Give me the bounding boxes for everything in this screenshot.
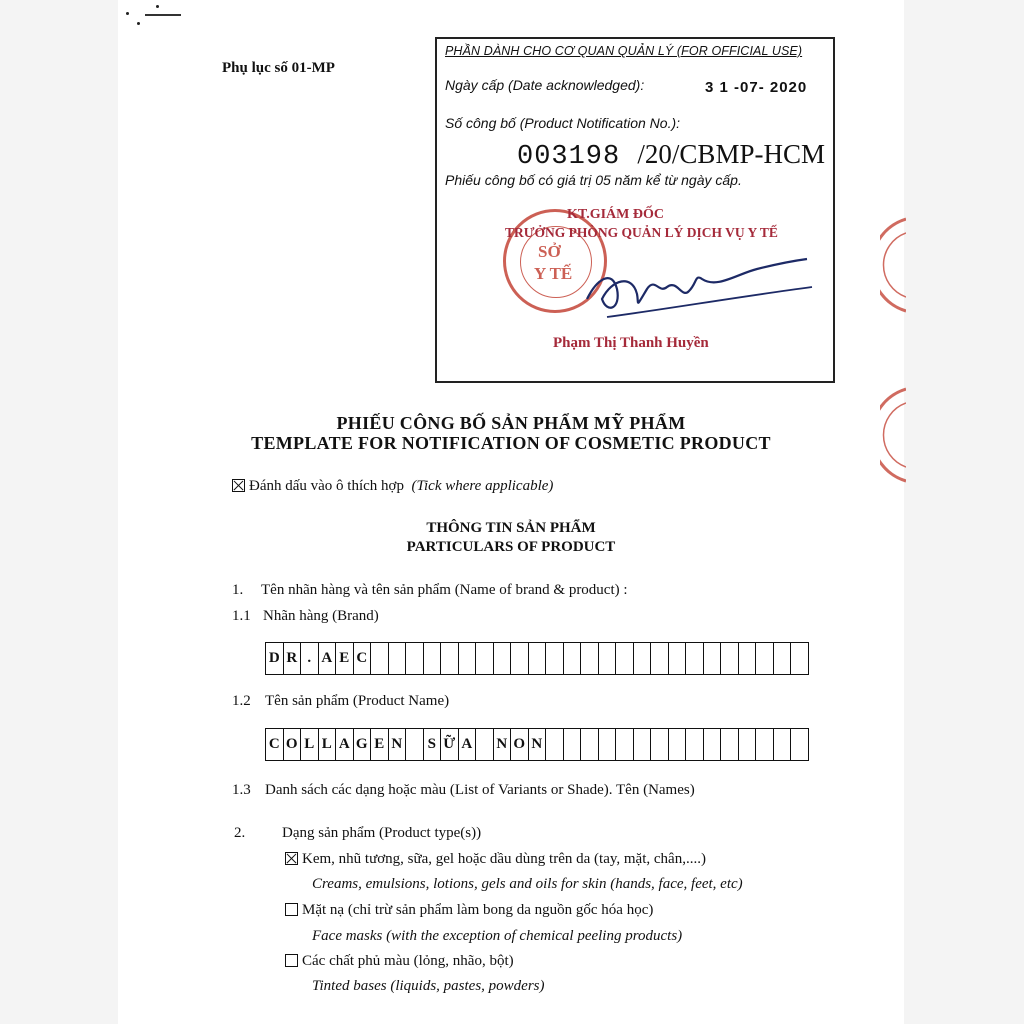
letter-cell[interactable] (564, 728, 582, 761)
letter-cell[interactable]: L (319, 728, 337, 761)
product-type-option-2[interactable] (285, 902, 653, 919)
letter-cell[interactable] (651, 728, 669, 761)
validity-note: Phiếu công bố có giá trị 05 năm kể từ ngày cấp. (445, 172, 742, 188)
brand-letter-grid[interactable] (265, 642, 809, 675)
letter-cell[interactable] (721, 642, 739, 675)
letter-cell[interactable]: O (511, 728, 529, 761)
item-2-number: 2. (234, 825, 246, 841)
letter-cell[interactable] (616, 642, 634, 675)
date-acknowledged-label: Ngày cấp (Date acknowledged): (445, 77, 645, 93)
section-title-vi: THÔNG TIN SẢN PHẨM (426, 520, 596, 536)
letter-cell[interactable]: N (494, 728, 512, 761)
product-type-3-en: Tinted bases (liquids, pastes, powders) (312, 978, 545, 994)
letter-cell[interactable] (669, 728, 687, 761)
item-1-1-label: Nhãn hàng (Brand) (263, 608, 379, 624)
letter-cell[interactable] (599, 642, 617, 675)
letter-cell[interactable] (686, 728, 704, 761)
seal-text-line2: Y TẾ (534, 264, 573, 283)
handwritten-signature (577, 239, 817, 329)
letter-cell[interactable] (651, 642, 669, 675)
letter-cell[interactable] (669, 642, 687, 675)
item-1-label: Tên nhãn hàng và tên sản phẩm (Name of brand & product) : (261, 582, 628, 598)
letter-cell[interactable]: E (371, 728, 389, 761)
letter-cell[interactable] (459, 642, 477, 675)
letter-cell[interactable] (476, 728, 494, 761)
letter-cell[interactable]: C (266, 728, 284, 761)
letter-cell[interactable] (389, 642, 407, 675)
checked-box-icon (232, 479, 245, 492)
unchecked-box-icon[interactable] (285, 903, 298, 916)
letter-cell[interactable] (756, 728, 774, 761)
letter-cell[interactable]: Ữ (441, 728, 459, 761)
letter-cell[interactable]: N (529, 728, 547, 761)
official-use-header: PHẦN DÀNH CHO CƠ QUAN QUẢN LÝ (FOR OFFICIAL USE) (445, 44, 803, 58)
section-title-en: PARTICULARS OF PRODUCT (406, 539, 616, 555)
letter-cell[interactable] (546, 642, 564, 675)
letter-cell[interactable] (529, 642, 547, 675)
letter-cell[interactable] (441, 642, 459, 675)
letter-cell[interactable] (774, 642, 792, 675)
date-acknowledged-value: 3 1 -07- 2020 (705, 79, 808, 96)
letter-cell[interactable] (634, 728, 652, 761)
letter-cell[interactable]: C (354, 642, 372, 675)
item-1-3-number: 1.3 (232, 782, 251, 798)
letter-cell[interactable] (616, 728, 634, 761)
product-type-option-1[interactable] (285, 851, 706, 868)
item-1-2-number: 1.2 (232, 693, 251, 709)
notification-number-label: Số công bố (Product Notification No.): (445, 115, 681, 131)
official-use-box (435, 37, 835, 383)
product-type-3-vi: Các chất phủ màu (lỏng, nhão, bột) (302, 953, 514, 969)
letter-cell[interactable]: G (354, 728, 372, 761)
letter-cell[interactable]: A (336, 728, 354, 761)
unchecked-box-icon[interactable] (285, 954, 298, 967)
letter-cell[interactable]: D (266, 642, 284, 675)
letter-cell[interactable] (774, 728, 792, 761)
item-2-label: Dạng sản phẩm (Product type(s)) (282, 825, 482, 841)
scan-mark (145, 14, 181, 16)
scan-speck (137, 22, 140, 25)
product-type-1-en: Creams, emulsions, lotions, gels and oils for skin (hands, face, feet, etc) (312, 876, 743, 892)
scan-speck (126, 12, 129, 15)
letter-cell[interactable] (581, 728, 599, 761)
letter-cell[interactable] (791, 642, 809, 675)
form-title-en: TEMPLATE FOR NOTIFICATION OF COSMETIC PRODUCT (251, 433, 771, 453)
product-type-1-vi: Kem, nhũ tương, sữa, gel hoặc dầu dùng trên da (tay, mặt, chân,....) (302, 851, 706, 867)
product-type-option-3[interactable] (285, 953, 514, 970)
item-1-number: 1. (232, 582, 244, 598)
letter-cell[interactable] (494, 642, 512, 675)
notification-number-suffix: /20/CBMP-HCM (637, 139, 825, 169)
letter-cell[interactable] (756, 642, 774, 675)
letter-cell[interactable] (476, 642, 494, 675)
notification-number (517, 139, 825, 172)
letter-cell[interactable] (721, 728, 739, 761)
letter-cell[interactable]: E (336, 642, 354, 675)
letter-cell[interactable] (511, 642, 529, 675)
letter-cell[interactable] (371, 642, 389, 675)
item-1-3-label: Danh sách các dạng hoặc màu (List of Variants or Shade). Tên (Names) (265, 782, 695, 798)
letter-cell[interactable] (739, 642, 757, 675)
letter-cell[interactable]: A (459, 728, 477, 761)
letter-cell[interactable] (704, 642, 722, 675)
seal-text-line1: SỞ (538, 242, 561, 261)
letter-cell[interactable]: O (284, 728, 302, 761)
notification-number-digits: 003198 (517, 142, 621, 172)
letter-cell[interactable] (634, 642, 652, 675)
scan-speck (156, 5, 159, 8)
signer-name: Phạm Thị Thanh Huyền (553, 335, 709, 351)
letter-cell[interactable] (686, 642, 704, 675)
item-1-1-number: 1.1 (232, 608, 251, 624)
signer-title-2: TRƯỞNG PHÒNG QUẢN LÝ DỊCH VỤ Y TẾ (505, 225, 778, 240)
checked-box-icon[interactable] (285, 852, 298, 865)
letter-cell[interactable] (406, 728, 424, 761)
letter-cell[interactable]: L (301, 728, 319, 761)
product-type-2-vi: Mặt nạ (chỉ trừ sản phẩm làm bong da nguồn gốc hóa học) (302, 902, 654, 918)
letter-cell[interactable] (599, 728, 617, 761)
letter-cell[interactable] (791, 728, 809, 761)
letter-cell[interactable] (424, 642, 442, 675)
item-1-2-label: Tên sản phẩm (Product Name) (265, 693, 450, 709)
letter-cell[interactable]: . (301, 642, 319, 675)
tick-instruction-vi: Đánh dấu vào ô thích hợp (249, 478, 404, 494)
signer-title-1: KT.GIÁM ĐỐC (567, 207, 664, 222)
letter-cell[interactable] (581, 642, 599, 675)
letter-cell[interactable]: A (319, 642, 337, 675)
letter-cell[interactable] (704, 728, 722, 761)
form-title-vi: PHIẾU CÔNG BỐ SẢN PHẨM MỸ PHẨM (336, 413, 686, 433)
tick-instruction (232, 478, 553, 495)
tick-instruction-en: (Tick where applicable) (411, 478, 554, 494)
product-type-2-en: Face masks (with the exception of chemical peeling products) (312, 928, 683, 944)
partial-stamp-right-1 (880, 215, 906, 315)
appendix-label: Phụ lục số 01-MP (222, 60, 335, 76)
letter-cell[interactable] (739, 728, 757, 761)
letter-cell[interactable] (406, 642, 424, 675)
letter-cell[interactable] (564, 642, 582, 675)
letter-cell[interactable]: N (389, 728, 407, 761)
letter-cell[interactable]: S (424, 728, 442, 761)
product-name-letter-grid[interactable] (265, 728, 809, 761)
letter-cell[interactable]: R (284, 642, 302, 675)
letter-cell[interactable] (546, 728, 564, 761)
